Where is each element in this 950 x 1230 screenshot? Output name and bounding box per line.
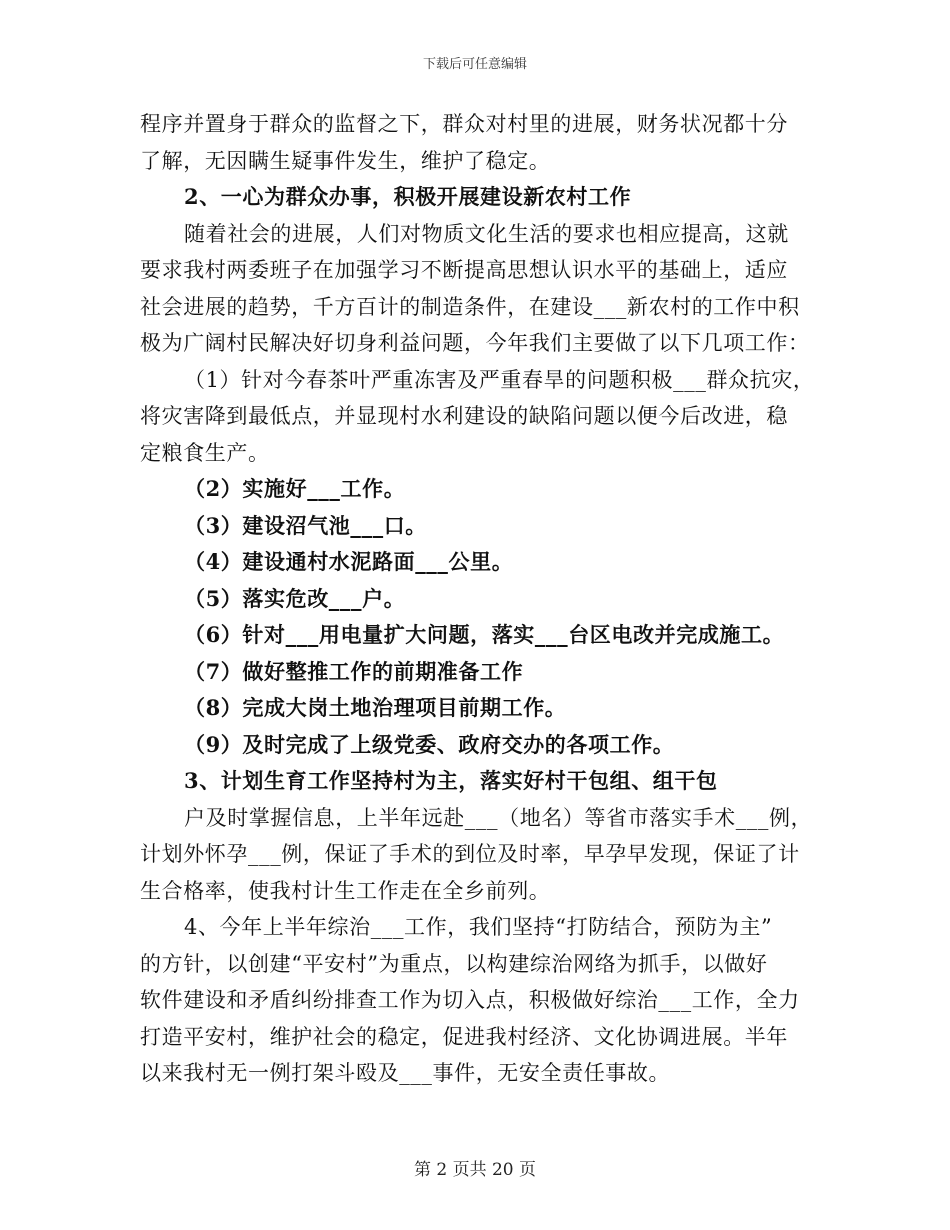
text-line: 的方针，以创建“平安村”为重点，以构建综治网络为抓手，以做好 [140,951,768,976]
text-line: 社会进展的趋势，千方百计的制造条件，在建设___新农村的工作中积 [140,294,800,319]
text-line: 极为广阔村民解决好切身利益问题，今年我们主要做了以下几项工作： [140,331,810,355]
heading-line: （9）及时完成了上级党委、政府交办的各项工作。 [184,731,675,757]
heading-line: 3、计划生育工作坚持村为主，落实好村干包组、组干包 [184,768,718,793]
heading-line: 2、一心为群众办事，积极开展建设新农村工作 [184,184,632,209]
text-line: 以来我村无一例打架斗殴及___事件，无安全责任事故。 [140,1061,671,1085]
page-header: 下载后可任意编辑 [422,57,527,72]
text-line: 将灾害降到最低点，并显现村水利建设的缺陷问题以便今后改进，稳 [140,404,788,428]
heading-line: （5）落实危改___户。 [184,585,406,611]
text-line: 定粮食生产。 [140,440,270,465]
text-line: 4、今年上半年综治___工作，我们坚持“打防结合，预防为主” [184,915,773,939]
text-line: 程序并置身于群众的监督之下，群众对村里的进展，财务状况都十分 [140,112,788,136]
text-line: （1）针对今春茶叶严重冻害及严重春旱的问题积极___群众抗灾， [184,367,815,392]
text-line: 打造平安村，维护社会的稳定，促进我村经济、文化协调进展。半年 [140,1024,788,1049]
text-line: 要求我村两委班子在加强学习不断提高思想认识水平的基础上，适应 [140,258,788,282]
heading-line: （8）完成大岗土地治理项目前期工作。 [184,695,567,720]
text-line: 了解，无因瞒生疑事件发生，维护了稳定。 [140,148,551,173]
heading-line: （2）实施好___工作。 [184,476,406,501]
heading-line: （4）建设通村水泥路面___公里。 [184,549,514,574]
document-body [140,106,815,1092]
page-footer: 第 2 页共 20 页 [413,1160,537,1180]
heading-line: （6）针对___用电量扩大问题，落实___台区电改并完成施工。 [184,622,785,647]
text-line: 计划外怀孕___例，保证了手术的到位及时率，早孕早发现，保证了计 [140,842,800,866]
heading-line: （3）建设沼气池___口。 [184,512,427,538]
text-line: 随着社会的进展，人们对物质文化生活的要求也相应提高，这就 [184,221,789,246]
heading-line: （7）做好整推工作的前期准备工作 [184,658,524,684]
text-line: 软件建设和矛盾纠纷排查工作为切入点，积极做好综治___工作，全力 [140,988,800,1012]
text-line: 户及时掌握信息，上半年远赴___（地名）等省市落实手术___例， [184,805,813,830]
text-line: 生合格率，使我村计生工作走在全乡前列。 [140,878,551,903]
